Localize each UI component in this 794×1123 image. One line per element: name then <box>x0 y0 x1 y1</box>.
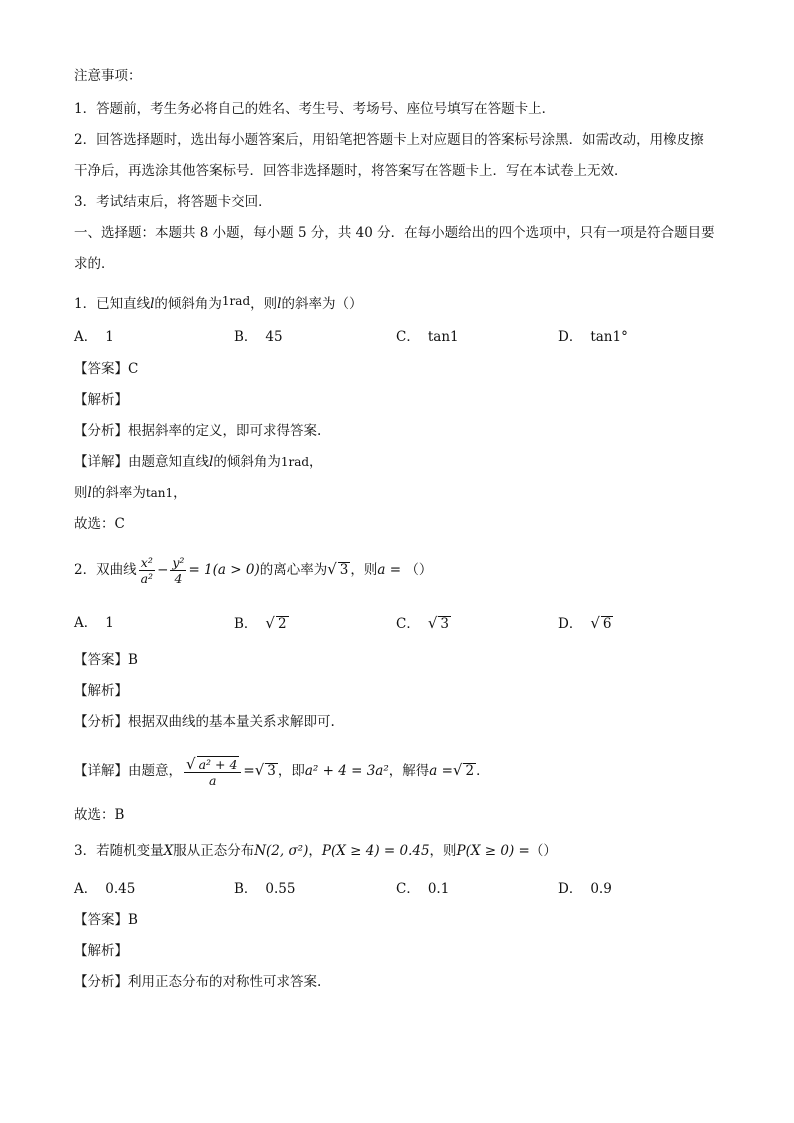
section-heading: 一、选择题：本题共 8 小题，每小题 5 分，共 40 分．在每小题给出的四个选项中，只有一项是符合题目要 <box>74 225 715 241</box>
q3-options <box>74 880 734 900</box>
q3-analysis-label: 【解析】 <box>74 943 128 959</box>
q2-option-c[interactable]: C． √ 3 <box>396 614 449 632</box>
q1-detail-line2: 则l的斜率为tan1， <box>74 485 187 501</box>
q2-detail-frac: $\frac{\text{√ a² + 4}}{a}$ <box>184 756 241 788</box>
section-heading-cont: 求的． <box>74 256 115 272</box>
q2-answer: 【答案】B <box>74 652 138 668</box>
q1-detail: 【详解】由题意知直线l的倾斜角为1rad， <box>74 454 323 470</box>
sqrt-symbol: √ <box>327 560 337 578</box>
notice-item-1: 1．答题前，考生务必将自己的姓名、考生号、考场号、座位号填写在答题卡上． <box>74 101 556 117</box>
notice-item-2: 2．回答选择题时，选出每小题答案后，用铅笔把答题卡上对应题目的答案标号涂黑．如需改动，用橡皮擦 <box>74 132 704 148</box>
q3-option-a[interactable]: A． 0.45 <box>74 881 136 897</box>
q2-detail: 【详解】由题意， $\frac{\text{√ a² + 4}}{a}$ =√ 3 ，即a² + 4 = 3a²，解得a =√ 2 ． <box>74 754 490 788</box>
q3-stem: 3．若随机变量X服从正态分布N(2, σ²)，P(X ≥ 4) = 0.45，则P(X ≥ 0) =（） <box>74 843 557 859</box>
q3-answer: 【答案】B <box>74 912 138 928</box>
q1-analysis-label: 【解析】 <box>74 392 128 408</box>
notice-item-3: 3．考试结束后，将答题卡交回． <box>74 194 272 210</box>
q2-option-a[interactable]: A． 1 <box>74 615 114 631</box>
q1-option-a[interactable]: A． 1 <box>74 329 114 345</box>
notice-item-2-cont: 干净后，再选涂其他答案标号．回答非选择题时，将答案写在答题卡上．写在本试卷上无效． <box>74 163 628 179</box>
q3-fenxi: 【分析】利用正态分布的对称性可求答案. <box>74 974 322 990</box>
q1-option-d[interactable]: D． tan1° <box>558 329 628 345</box>
q2-fenxi: 【分析】根据双曲线的基本量关系求解即可. <box>74 714 335 730</box>
q2-frac-y: $\frac{\text{y²}}{4}$ <box>172 555 185 586</box>
q1-stem: 1．已知直线l的倾斜角为1rad，则l的斜率为（） <box>74 294 363 312</box>
q3-option-b[interactable]: B． 0.55 <box>234 881 296 897</box>
notice-title: 注意事项： <box>74 68 142 84</box>
q2-option-d[interactable]: D． √ 6 <box>558 614 612 632</box>
q1-choice: 故选：C <box>74 516 125 532</box>
q2-analysis-label: 【解析】 <box>74 683 128 699</box>
q1-answer: 【答案】C <box>74 361 139 377</box>
q1-fenxi: 【分析】根据斜率的定义，即可求得答案. <box>74 423 322 439</box>
q3-option-d[interactable]: D． 0.9 <box>558 881 612 897</box>
q2-stem: 2．双曲线 $\frac{\text{x²}}{\text{a²}}$ − $\frac{\text{y²}}{4}$ = 1(a > 0)的离心率为√ 3 ，则a = （） <box>74 555 433 586</box>
q1-options <box>74 328 734 348</box>
q2-choice: 故选：B <box>74 807 125 823</box>
q2-options <box>74 614 734 634</box>
q2-option-b[interactable]: B． √ 2 <box>234 614 287 632</box>
q1-option-c[interactable]: C． tan1 <box>396 329 459 345</box>
q1-option-b[interactable]: B． 45 <box>234 329 283 345</box>
q2-frac-x: $\frac{\text{x²}}{\text{a²}}$ <box>140 555 154 586</box>
q3-option-c[interactable]: C． 0.1 <box>396 881 450 897</box>
